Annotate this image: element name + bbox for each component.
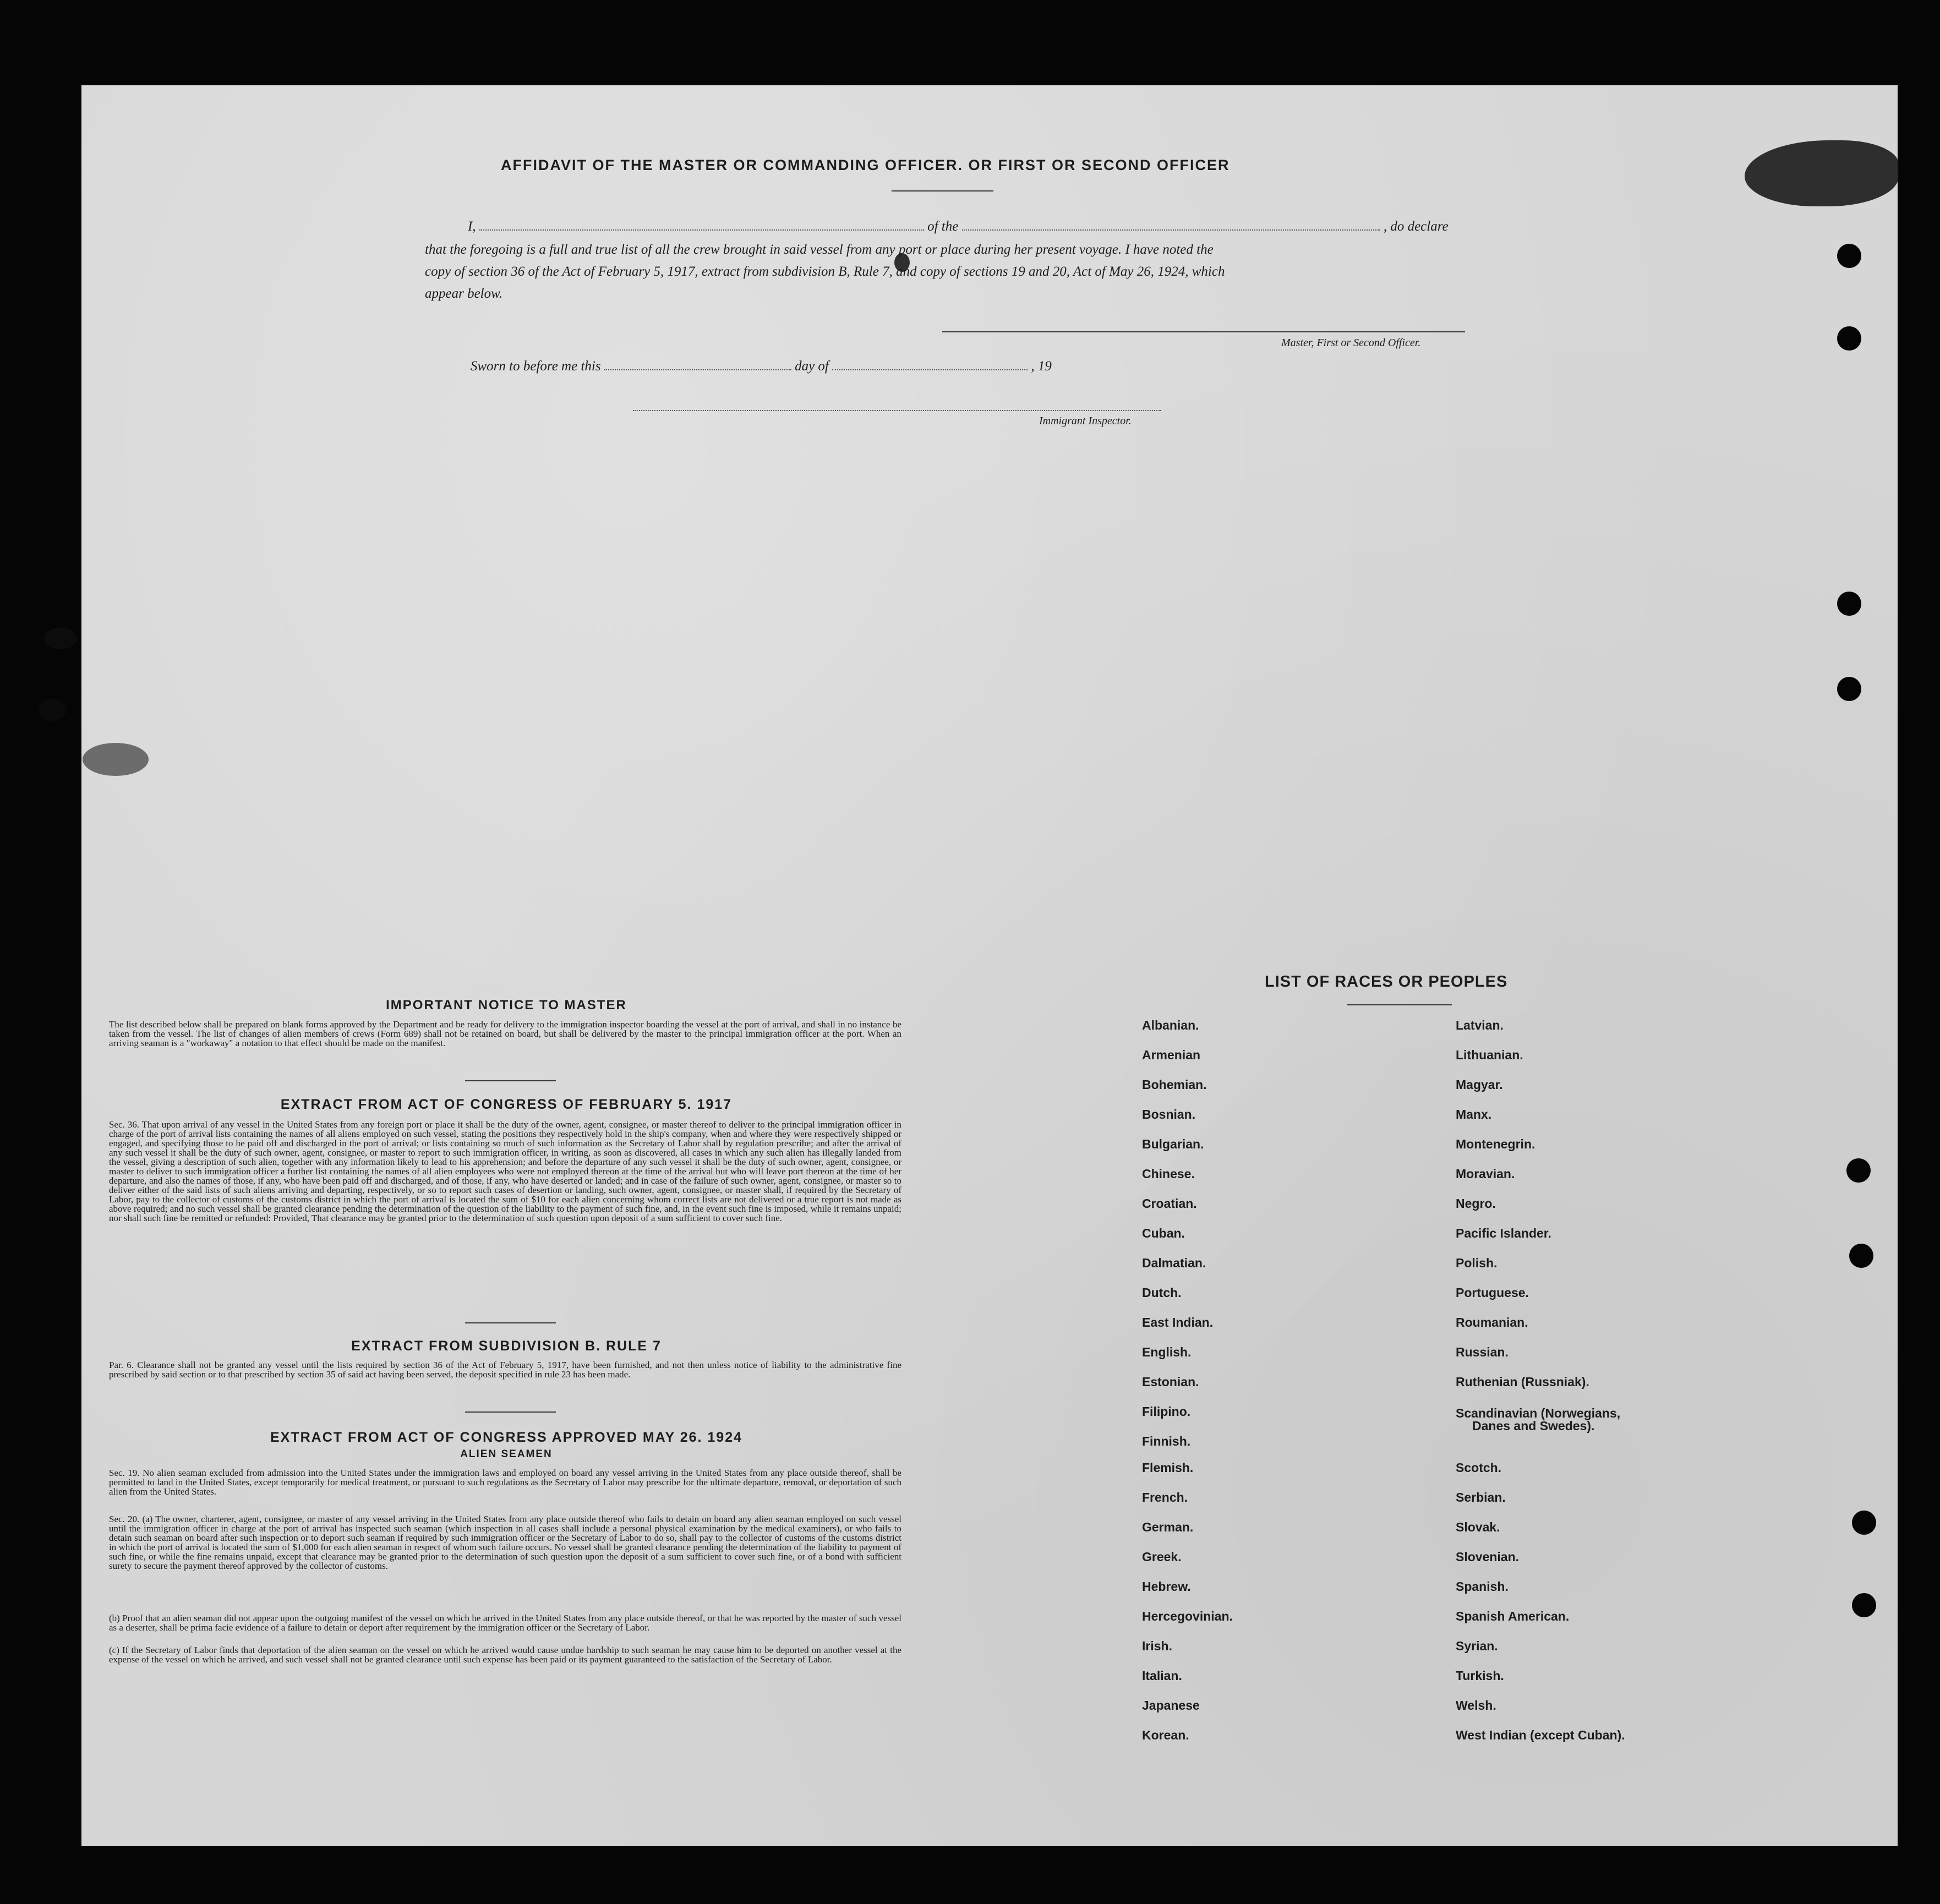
- binder-hole: [1852, 1511, 1876, 1535]
- race-right-item: Montenegrin.: [1456, 1137, 1535, 1151]
- race-left-item: German.: [1142, 1520, 1194, 1534]
- race-right-item: Moravian.: [1456, 1167, 1515, 1181]
- sworn-year: , 19: [1031, 359, 1052, 374]
- race-right-item: Pacific Islander.: [1456, 1226, 1551, 1240]
- race-left-item: Japanese: [1142, 1698, 1200, 1712]
- binder-hole: [1849, 1244, 1873, 1268]
- race-left-item: Finnish.: [1142, 1434, 1191, 1448]
- race-left-item: Filipino.: [1142, 1404, 1191, 1419]
- binder-hole: [1837, 326, 1861, 351]
- extract-rule7-text: Par. 6. Clearance shall not be granted any vessel until the lists required by section 36 of the Act of February 5, 1917, have been furnished, and not then unless notice of liability to the administrative fine prescribed by said section or to that prescribed by section 35 of said act having been served, the deposit specified in rule 23 has been made.: [109, 1360, 901, 1380]
- sworn-line: [471, 359, 1052, 374]
- race-left-item: French.: [1142, 1490, 1188, 1504]
- binder-hole: [1852, 1593, 1876, 1617]
- race-right-item: Magyar.: [1456, 1077, 1503, 1092]
- race-left-item: Italian.: [1142, 1668, 1182, 1683]
- race-right-item: Manx.: [1456, 1107, 1492, 1121]
- race-left-item: Estonian.: [1142, 1375, 1199, 1389]
- race-left-item: Greek.: [1142, 1550, 1182, 1564]
- extract-1924-sec20a: Sec. 20. (a) The owner, charterer, agent, consignee, or master of any vessel arriving in the United States from any place outside thereof who fails to detain on board any alien seaman employed on such vessel until the immigration officer in charge at the port of arrival has inspected such seaman (which inspection in all cases shall include a personal physical examination by the medical examiners), or who fails to detain such seaman on board after such inspection or to deport such seaman if required by such immigration officer or the Secretary of Labor to do so, shall pay to the collector of customs of the customs district in which the port of arrival is located the sum of $1,000 for each alien seaman in respect of whom such failure occurs. No vessel shall be granted clearance pending the determination of the liability to payment of such fine, or while the fine remains unpaid, except that clearance may be granted prior to the determination of such question upon the deposit of a sum sufficient to cover such fine, or of a bond with sufficient surety to secure the payment thereof approved by the collector of customs.: [109, 1514, 901, 1571]
- race-right-item: Roumanian.: [1456, 1315, 1528, 1329]
- extract-1917-title: EXTRACT FROM ACT OF CONGRESS OF FEBRUARY 5. 1917: [280, 1097, 733, 1112]
- declaration-body-3: appear below.: [425, 286, 503, 301]
- race-left-item: Armenian: [1142, 1048, 1201, 1062]
- race-right-item: Turkish.: [1456, 1668, 1504, 1683]
- race-right-item: Slovenian.: [1456, 1550, 1520, 1564]
- declaration-body-2: copy of section 36 of the Act of February 5, 1917, extract from subdivision B, Rule 7, and copy of sections 19 and 20, Act of May 26, 1924, which: [425, 264, 1225, 279]
- inspector-label: Immigrant Inspector.: [1039, 415, 1132, 427]
- ink-stain: [83, 743, 149, 776]
- race-left-item: Bosnian.: [1142, 1107, 1196, 1121]
- notice-text: The list described below shall be prepared on blank forms approved by the Department and be ready for delivery to the immigration inspector boarding the vessel at the port of arrival, and shall in no instance be taken from the vessel. The list of changes of alien members of crews (Form 689) shall not be retained on board, but shall be delivered by the master to the principal immigration officer at the port. When an arriving seaman is a "workaway" a notation to that effect should be made on the manifest.: [109, 1019, 901, 1048]
- race-left-item: Hebrew.: [1142, 1579, 1191, 1594]
- race-right-item: Polish.: [1456, 1256, 1498, 1270]
- binder-hole: [1837, 592, 1861, 616]
- races-title: LIST OF RACES OR PEOPLES: [1265, 973, 1508, 991]
- race-right-item: Portuguese.: [1456, 1285, 1529, 1300]
- race-right-item: Spanish American.: [1456, 1609, 1570, 1623]
- race-left-item: Dutch.: [1142, 1285, 1182, 1300]
- binder-hole: [1837, 244, 1861, 268]
- race-right-item: West Indian (except Cuban).: [1456, 1728, 1625, 1742]
- binder-hole: [1846, 1158, 1871, 1183]
- extract-1924-title: EXTRACT FROM ACT OF CONGRESS APPROVED MAY 26. 1924: [270, 1430, 743, 1445]
- document-page: [81, 85, 1898, 1846]
- declaration-of-the: of the: [927, 219, 959, 234]
- races-title-divider: [1347, 1004, 1452, 1005]
- race-left-item: Irish.: [1142, 1639, 1172, 1653]
- vessel-field[interactable]: [962, 229, 1380, 231]
- master-label: Master, First or Second Officer.: [1281, 337, 1421, 349]
- name-field[interactable]: [479, 229, 924, 231]
- race-left-item: Cuban.: [1142, 1226, 1185, 1240]
- race-left-item: Korean.: [1142, 1728, 1189, 1742]
- extract-1924-sec20b: (b) Proof that an alien seaman did not appear upon the outgoing manifest of the vessel on which he arrived in the United States from any place outside thereof, or that he was reported by the master of such vessel as a deserter, shall be prima facie evidence of a failure to detain or deport after requirement by the immigration officer or the Secretary of Labor.: [109, 1613, 901, 1633]
- race-left-item: Bulgarian.: [1142, 1137, 1204, 1151]
- affidavit-title: AFFIDAVIT OF THE MASTER OR COMMANDING OFFICER. OR FIRST OR SECOND OFFICER: [501, 157, 1230, 173]
- race-right-item: Slovak.: [1456, 1520, 1500, 1534]
- extract-1924-sec19: Sec. 19. No alien seaman excluded from admission into the United States under the immigration laws and employed on board any vessel arriving in the United States from any place outside thereof, shall be permitted to land in the United States, except temporarily for medical treatment, or pursuant to such regulations as the Secretary of Labor may prescribe for the ultimate departure, removal, or deportation of such alien from the United States.: [109, 1468, 901, 1497]
- race-right-item: Negro.: [1456, 1196, 1496, 1211]
- race-right-item: Welsh.: [1456, 1698, 1496, 1712]
- race-left-item: Chinese.: [1142, 1167, 1195, 1181]
- notice-title: IMPORTANT NOTICE TO MASTER: [386, 998, 627, 1013]
- ink-stain: [39, 699, 66, 721]
- race-left-item: Dalmatian.: [1142, 1256, 1206, 1270]
- section-divider: [465, 1080, 556, 1081]
- race-right-item: Latvian.: [1456, 1018, 1504, 1032]
- extract-1924-subtitle: ALIEN SEAMEN: [460, 1448, 553, 1460]
- race-left-item: East Indian.: [1142, 1315, 1214, 1329]
- binder-hole: [1837, 677, 1861, 701]
- title-divider: [892, 190, 993, 192]
- race-right-item: Scotch.: [1456, 1460, 1502, 1475]
- race-left-item: English.: [1142, 1345, 1192, 1359]
- race-right-item: Serbian.: [1456, 1490, 1506, 1504]
- declaration-body-1: that the foregoing is a full and true list of all the crew brought in said vessel from any port or place during her present voyage. I have noted the: [425, 242, 1214, 257]
- declaration-line: [468, 219, 1467, 234]
- race-right-item: Syrian.: [1456, 1639, 1498, 1653]
- extract-1924-sec20c: (c) If the Secretary of Labor finds that deportation of the alien seaman on the vessel on which he arrived would cause undue hardship to such seaman he may cause him to be deported on another vessel at the expense of the vessel on which he arrived, and such vessel shall not be granted clearance until such expense has been paid or its payment guaranteed to the satisfaction of the Secretary of Labor.: [109, 1645, 901, 1665]
- ink-stain: [44, 627, 77, 649]
- race-right-item: Ruthenian (Russniak).: [1456, 1375, 1589, 1389]
- race-left-item: Flemish.: [1142, 1460, 1194, 1475]
- extract-rule7-title: EXTRACT FROM SUBDIVISION B. RULE 7: [351, 1338, 662, 1354]
- race-right-item: Spanish.: [1456, 1579, 1509, 1594]
- race-left-item: Bohemian.: [1142, 1077, 1207, 1092]
- race-right-item: Lithuanian.: [1456, 1048, 1523, 1062]
- race-right-item: Danes and Swedes).: [1472, 1419, 1595, 1433]
- sworn-day-of: day of: [795, 359, 829, 374]
- sworn-day-field[interactable]: [604, 369, 791, 370]
- race-left-item: Hercegovinian.: [1142, 1609, 1233, 1623]
- declaration-suffix: , do declare: [1383, 219, 1449, 234]
- sworn-prefix: Sworn to before me this: [471, 359, 601, 374]
- declaration-prefix: I,: [468, 219, 476, 234]
- inspector-signature-line[interactable]: [633, 410, 1161, 411]
- section-divider: [465, 1322, 556, 1323]
- race-left-item: Albanian.: [1142, 1018, 1199, 1032]
- race-right-item: Scandinavian (Norwegians,: [1456, 1406, 1621, 1420]
- race-left-item: Croatian.: [1142, 1196, 1197, 1211]
- race-right-item: Russian.: [1456, 1345, 1509, 1359]
- master-signature-line[interactable]: [942, 331, 1465, 332]
- section-divider: [465, 1411, 556, 1413]
- sworn-month-field[interactable]: [832, 369, 1028, 370]
- extract-1917-text: Sec. 36. That upon arrival of any vessel in the United States from any foreign port or place it shall be the duty of the owner, agent, consignee, or master thereof to deliver to the principal immigration officer in charge of the port of arrival lists containing the names of all aliens employed on such vessel, stating the positions they respectively hold in the ship's company, when and where they were respectively shipped or engaged, and specifying those to be paid off and discharged in the port of arrival; or lists containing so much of such information as the Secretary of Labor shall by regulation prescribe; and after the arrival of any such vessel it shall be the duty of such owner, agent, consignee, or master to report to such immigration officer, in writing, as soon as discovered, all cases in which any such alien has illegally landed from the vessel, giving a description of such alien, together with any information likely to lead to his apprehension; and before the departure of any such vessel it shall be the duty of such owner, agent, consignee, or master to deliver to such immigration officer a further list containing the names of all alien employees who were not employed thereon at the time of the arrival but who will leave port thereon at the time of her departure, and also the names of those, if any, who have been paid off and discharged, and of those, if any, who have deserted or landed; and in case of the failure of such owner, agent, consignee, or master so to deliver either of the said lists of such aliens arriving and departing, respectively, or so to report such cases of desertion or landing, such owner, agent, consignee, or master shall, if required by the Secretary of Labor, pay to the collector of customs of the customs district in which the port of arrival is located the sum of $10 for each alien concerning whom correct lists are not delivered or a true report is not made as above required; and no such vessel shall be granted clearance pending the determination of the question of the liability to the payment of such fine, and, in the event such fine is imposed, while it remains unpaid; nor shall such fine be remitted or refunded: Provided, That clearance may be granted prior to the determination of such question upon deposit of a sum sufficient to cover such fine.: [109, 1119, 901, 1223]
